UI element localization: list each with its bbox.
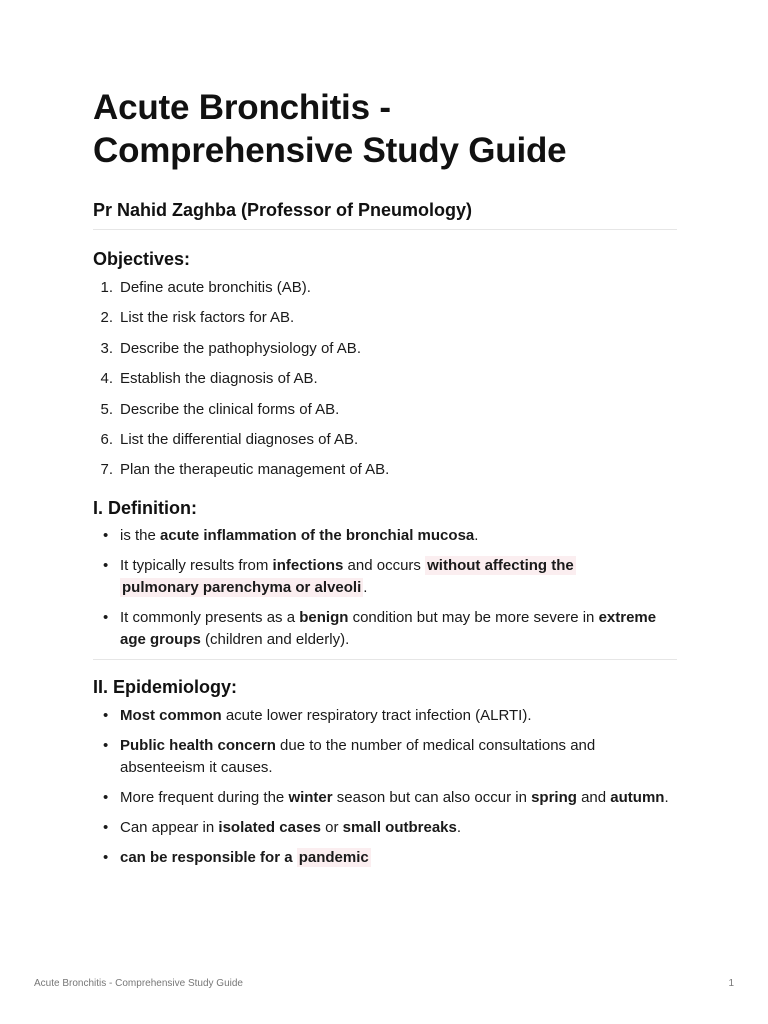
list-item: • Public health concern due to the number of medical consultations and absenteeism it causes.: [103, 737, 596, 777]
bullet-icon: •: [103, 737, 109, 755]
title-line-2: Comprehensive Study Guide: [93, 131, 567, 170]
document-body: [93, 86, 677, 877]
definition-list: [93, 525, 677, 651]
objective-item: 7. Plan the therapeutic management of AB.: [100, 461, 390, 479]
objective-item: 1. Define acute bronchitis (AB).: [100, 279, 311, 296]
objective-item: 6. List the differential diagnoses of AB.: [100, 430, 359, 448]
objective-item: 5. Describe the clinical forms of AB.: [100, 400, 340, 418]
list-item: • is the acute inflammation of the bronchial mucosa.: [93, 525, 677, 547]
list-item: • can be responsible for a pandemic: [93, 847, 677, 869]
objective-item: 4. Establish the diagnosis of AB.: [100, 370, 318, 388]
epidemiology-heading: II. Epidemiology:: [93, 677, 238, 698]
objectives-list: [93, 277, 677, 481]
page-title: [93, 86, 677, 172]
bullet-icon: •: [103, 527, 109, 545]
title-line-1: Acute Bronchitis -: [93, 88, 391, 127]
author-line: Pr Nahid Zaghba (Professor of Pneumology): [93, 200, 677, 230]
objective-item: 3. Describe the pathophysiology of AB.: [100, 339, 361, 357]
page-number: 1: [728, 978, 734, 989]
list-item: • It typically results from infections and occurs without affecting the pulmonary parenchyma or alveoli .: [103, 557, 574, 597]
bullet-icon: •: [103, 609, 109, 627]
bullet-icon: •: [103, 557, 109, 575]
bullet-icon: •: [103, 819, 109, 837]
section-divider: [93, 659, 677, 660]
bullet-icon: •: [103, 707, 109, 725]
list-item: • Most common acute lower respiratory tract infection (ALRTI).: [93, 705, 677, 727]
definition-heading: I. Definition:: [93, 498, 197, 519]
list-item: • Can appear in isolated cases or small outbreaks.: [93, 817, 677, 839]
footer-title: Acute Bronchitis - Comprehensive Study Guide: [34, 978, 243, 989]
objective-item: 2. List the risk factors for AB.: [100, 309, 295, 327]
epidemiology-list: [93, 705, 677, 869]
list-item: • More frequent during the winter season but can also occur in spring and autumn.: [93, 787, 677, 809]
objectives-heading: Objectives:: [93, 249, 191, 269]
bullet-icon: •: [103, 789, 109, 807]
list-item: • It commonly presents as a benign condition but may be more severe in extreme age groups (children and elderly).: [103, 609, 657, 649]
bullet-icon: •: [103, 849, 109, 867]
